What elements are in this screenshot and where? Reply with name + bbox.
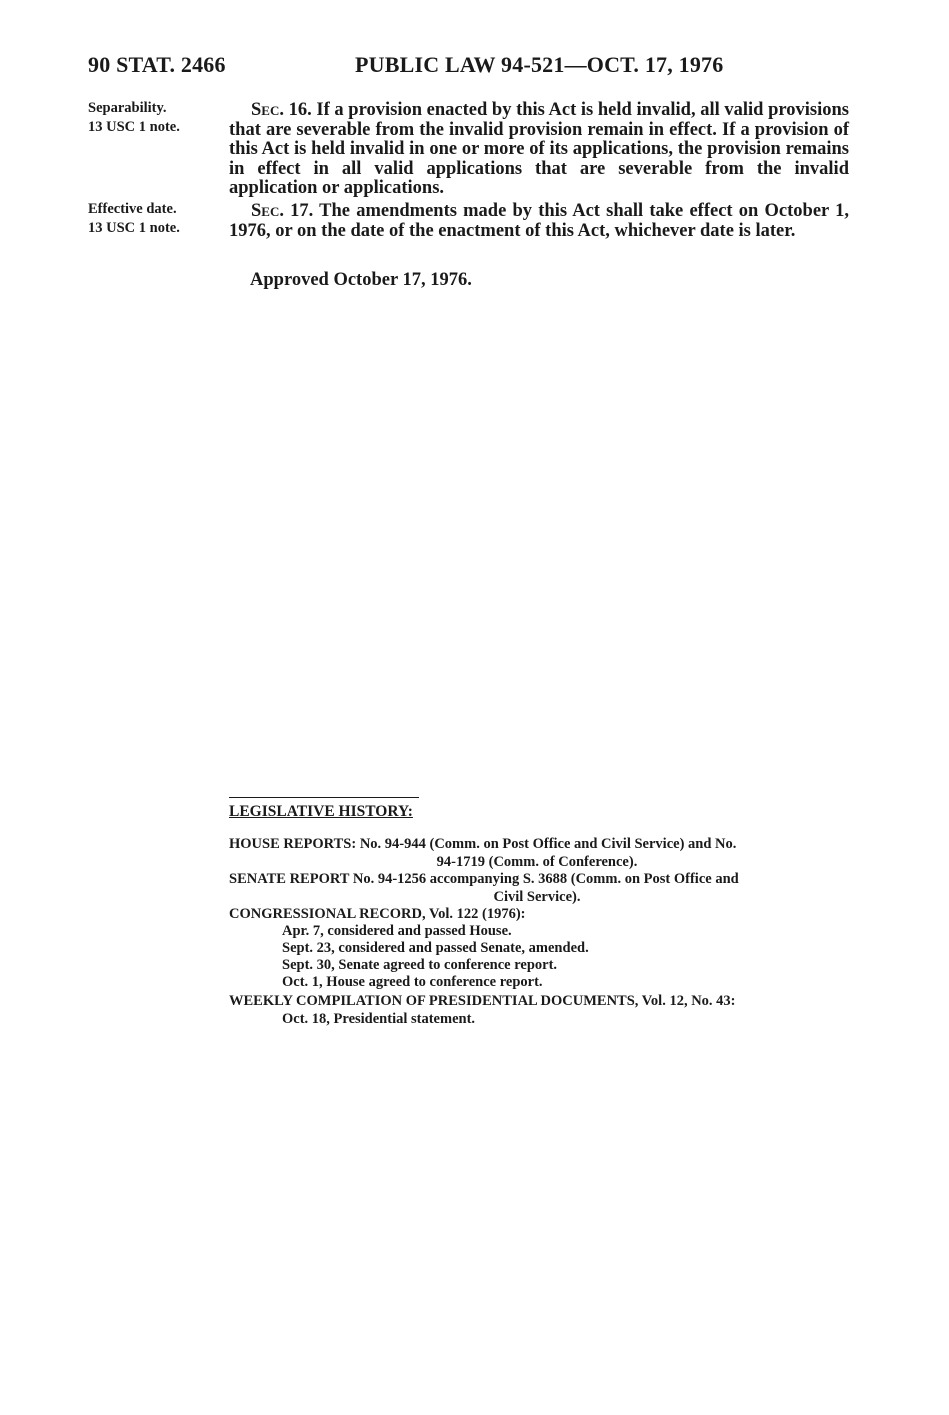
house-reports-line: HOUSE REPORTS: No. 94-944 (Comm. on Post Office and Civil Service) and No. xyxy=(229,836,737,852)
house-reports xyxy=(229,836,845,871)
page-reference: 90 STAT. 2466 xyxy=(88,52,226,77)
senate-report xyxy=(229,871,845,906)
senate-report-continuation: Civil Service). xyxy=(493,888,581,905)
legislative-history-heading: LEGISLATIVE HISTORY: xyxy=(229,803,413,820)
section-label: Sec. xyxy=(251,100,284,120)
approval-date: Approved October 17, 1976. xyxy=(250,270,472,290)
margin-note-citation: 13 USC 1 note. xyxy=(88,220,180,236)
senate-report-line: SENATE REPORT No. 94-1256 accompanying S. 3688 (Comm. on Post Office and xyxy=(229,871,739,887)
margin-note-title: Effective date. xyxy=(88,201,177,217)
section-divider xyxy=(229,797,419,798)
law-title: PUBLIC LAW 94-521—OCT. 17, 1976 xyxy=(355,52,724,77)
record-entry: Sept. 23, considered and passed Senate, amended. xyxy=(282,940,589,956)
congressional-record-heading: CONGRESSIONAL RECORD, Vol. 122 (1976): xyxy=(229,906,526,922)
section-text: 16. If a provision enacted by this Act is held invalid, all valid provisions that are severable from the invalid provision remain in effect. If a provision of this Act is held invalid in one or more of its applications, the provision remains in effect in all valid applications that are severable from the invalid application or applications. xyxy=(229,100,849,198)
margin-note-citation: 13 USC 1 note. xyxy=(88,119,180,135)
margin-note-separability xyxy=(88,99,180,137)
margin-note-effective-date xyxy=(88,200,180,238)
record-entry: Apr. 7, considered and passed House. xyxy=(282,923,512,939)
house-reports-continuation: 94-1719 (Comm. of Conference). xyxy=(436,853,638,870)
section-17 xyxy=(229,202,849,241)
section-text: 17. The amendments made by this Act shall take effect on October 1, 1976, or on the date of the enactment of this Act, whichever date is later. xyxy=(229,201,849,241)
record-entry: Sept. 30, Senate agreed to conference report. xyxy=(282,957,558,973)
weekly-compilation-entry: Oct. 18, Presidential statement. xyxy=(282,1011,476,1027)
section-label: Sec. xyxy=(251,201,284,221)
section-16 xyxy=(229,101,849,199)
record-entry: Oct. 1, House agreed to conference report. xyxy=(282,974,543,990)
weekly-compilation-heading: WEEKLY COMPILATION OF PRESIDENTIAL DOCUMENTS, Vol. 12, No. 43: xyxy=(229,993,736,1009)
margin-note-title: Separability. xyxy=(88,100,167,116)
